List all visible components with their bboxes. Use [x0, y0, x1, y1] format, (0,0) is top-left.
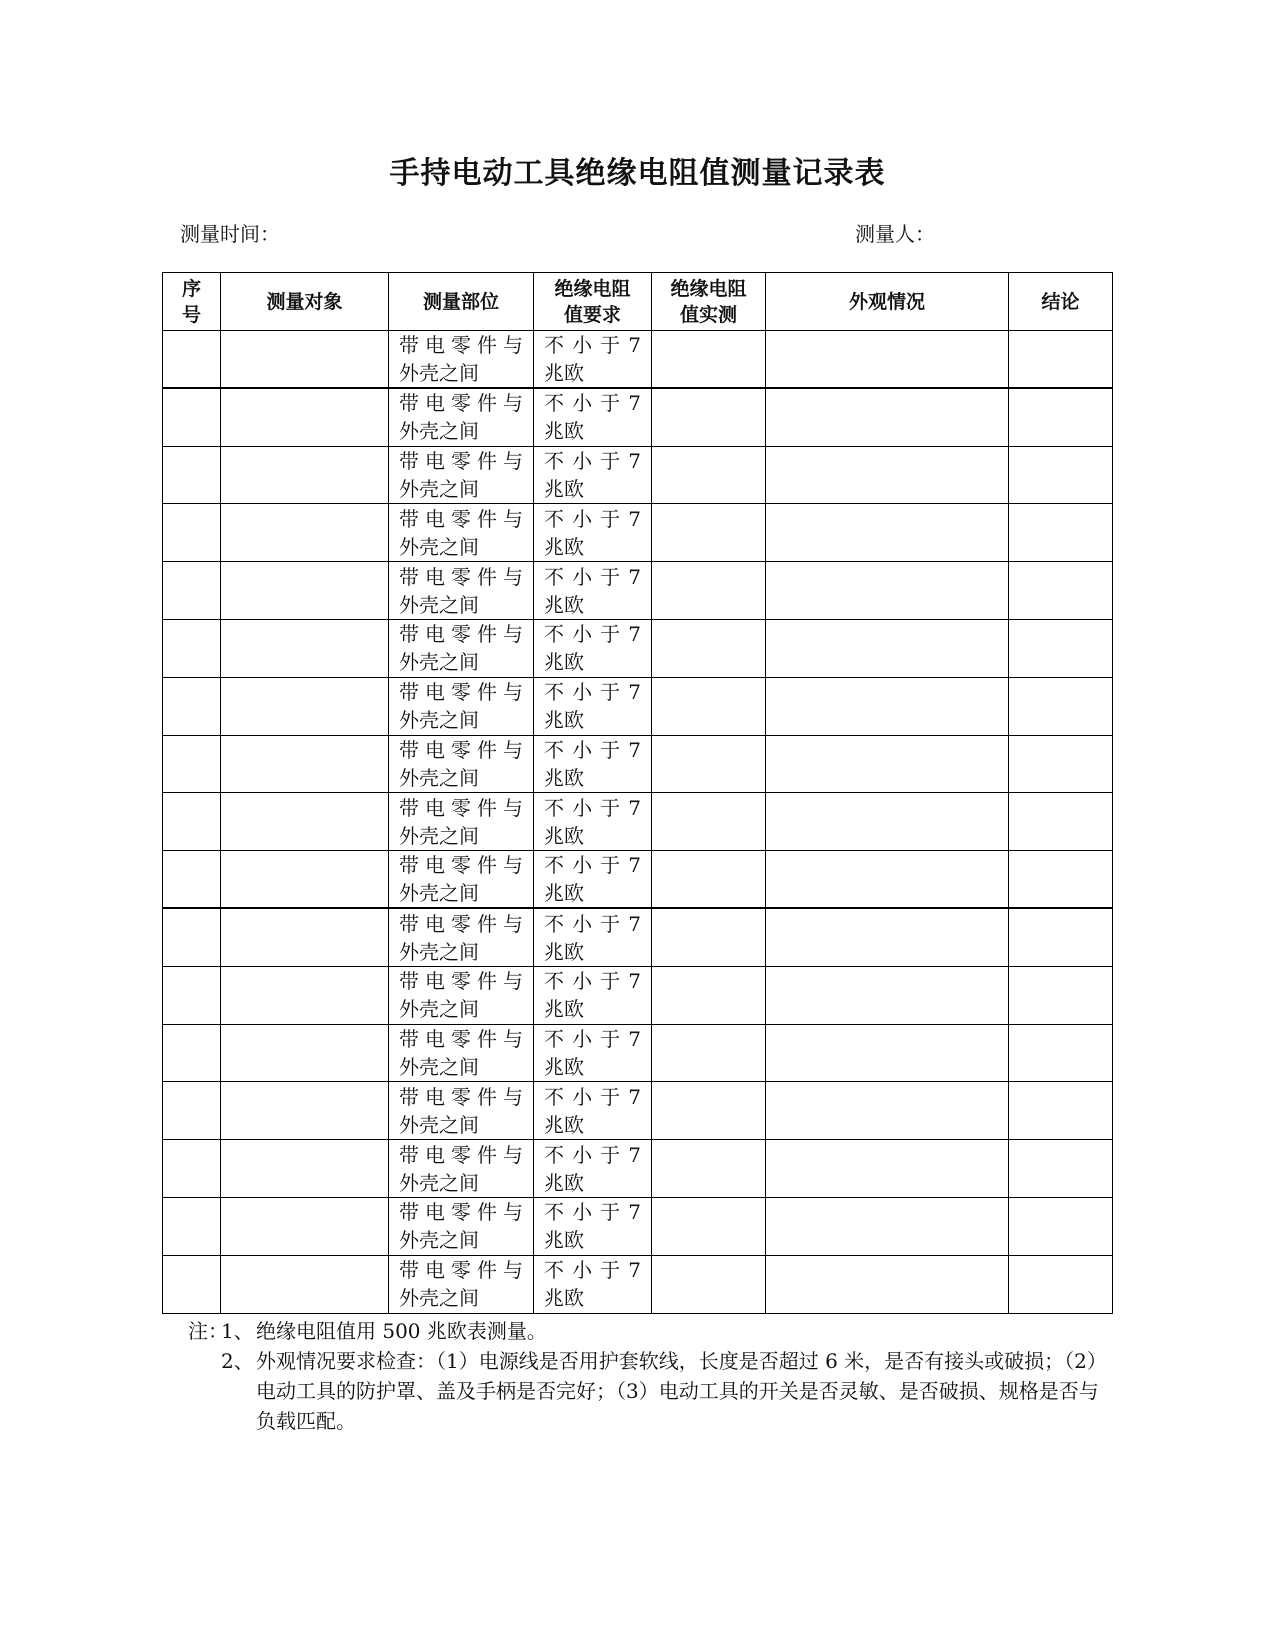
cell-object — [221, 966, 389, 1024]
cell-measured-value — [652, 504, 766, 562]
table-row — [163, 619, 1113, 677]
cell-required-value — [534, 1197, 652, 1255]
cell-seq — [163, 446, 221, 504]
cell-object — [221, 562, 389, 620]
cell-part — [389, 1140, 534, 1198]
cell-part-line1: 带电零件与 — [399, 795, 523, 820]
cell-seq — [163, 851, 221, 909]
cell-appearance — [766, 966, 1009, 1024]
cell-required-line2: 兆欧 — [544, 592, 584, 617]
cell-object — [221, 677, 389, 735]
table-row — [163, 388, 1113, 446]
cell-required-line1: 不 小 于 7 — [544, 391, 641, 416]
header-measured-value — [652, 273, 766, 331]
cell-part-line1: 带电零件与 — [399, 1026, 523, 1051]
cell-measured-value — [652, 331, 766, 389]
cell-object — [221, 1197, 389, 1255]
table-row — [163, 331, 1113, 389]
notes — [188, 1316, 1108, 1436]
cell-part-line2: 外壳之间 — [399, 881, 479, 906]
cell-part — [389, 388, 534, 446]
cell-measured-value — [652, 446, 766, 504]
table-body — [163, 331, 1113, 1314]
measure-time-label: 测量时间： — [180, 222, 280, 246]
cell-required-value — [534, 1082, 652, 1140]
note-2-text: 外观情况要求检查：（1）电源线是否用护套软线，长度是否超过 6 米，是否有接头或破损；（2）电动工具的防护罩、盖及手柄是否完好；（3）电动工具的开关是否灵敏、是否破损、规格是否与负载匹配。 — [256, 1349, 1107, 1433]
cell-part — [389, 1255, 534, 1313]
cell-part — [389, 504, 534, 562]
cell-conclusion — [1009, 1140, 1113, 1198]
cell-required-line2: 兆欧 — [544, 476, 584, 501]
cell-required-value — [534, 1255, 652, 1313]
note-2-number: 2、 — [221, 1349, 254, 1373]
header-conclusion: 结论 — [1009, 273, 1113, 331]
cell-required-line2: 兆欧 — [544, 361, 584, 386]
cell-part-line2: 外壳之间 — [399, 650, 479, 675]
cell-seq — [163, 793, 221, 851]
cell-part-line1: 带电零件与 — [399, 391, 523, 416]
cell-part — [389, 331, 534, 389]
note-1-number: 1、 — [221, 1319, 254, 1343]
cell-conclusion — [1009, 446, 1113, 504]
cell-measured-value — [652, 1255, 766, 1313]
cell-appearance — [766, 504, 1009, 562]
cell-required-value — [534, 504, 652, 562]
cell-appearance — [766, 735, 1009, 793]
cell-measured-value — [652, 966, 766, 1024]
cell-required-line2: 兆欧 — [544, 1112, 584, 1137]
cell-required-line2: 兆欧 — [544, 1286, 584, 1311]
cell-part — [389, 619, 534, 677]
cell-seq — [163, 619, 221, 677]
cell-part-line1: 带电零件与 — [399, 969, 523, 994]
cell-seq — [163, 1082, 221, 1140]
cell-appearance — [766, 1255, 1009, 1313]
cell-part-line1: 带电零件与 — [399, 506, 523, 531]
cell-seq — [163, 1024, 221, 1082]
cell-part-line2: 外壳之间 — [399, 997, 479, 1022]
cell-part — [389, 793, 534, 851]
cell-required-line1: 不 小 于 7 — [544, 853, 641, 878]
cell-object — [221, 1255, 389, 1313]
table-row — [163, 851, 1113, 909]
cell-required-line2: 兆欧 — [544, 765, 584, 790]
cell-required-value — [534, 735, 652, 793]
cell-required-line2: 兆欧 — [544, 534, 584, 559]
cell-appearance — [766, 388, 1009, 446]
cell-conclusion — [1009, 851, 1113, 909]
cell-part-line2: 外壳之间 — [399, 823, 479, 848]
cell-appearance — [766, 1197, 1009, 1255]
cell-appearance — [766, 1082, 1009, 1140]
header-appearance: 外观情况 — [766, 273, 1009, 331]
cell-seq — [163, 1140, 221, 1198]
cell-measured-value — [652, 1197, 766, 1255]
cell-required-line1: 不 小 于 7 — [544, 506, 641, 531]
cell-measured-value — [652, 908, 766, 966]
cell-conclusion — [1009, 504, 1113, 562]
cell-required-value — [534, 1140, 652, 1198]
record-table — [162, 272, 1113, 1314]
cell-appearance — [766, 1024, 1009, 1082]
cell-conclusion — [1009, 331, 1113, 389]
header-measured-line1: 绝缘电阻 — [670, 277, 747, 300]
cell-part-line2: 外壳之间 — [399, 1228, 479, 1253]
cell-required-value — [534, 331, 652, 389]
cell-object — [221, 446, 389, 504]
cell-part-line2: 外壳之间 — [399, 419, 479, 444]
cell-part-line1: 带电零件与 — [399, 680, 523, 705]
cell-object — [221, 504, 389, 562]
cell-appearance — [766, 619, 1009, 677]
cell-part — [389, 1024, 534, 1082]
cell-part-line1: 带电零件与 — [399, 333, 523, 358]
cell-required-line1: 不 小 于 7 — [544, 622, 641, 647]
cell-appearance — [766, 331, 1009, 389]
cell-measured-value — [652, 1140, 766, 1198]
cell-required-line1: 不 小 于 7 — [544, 969, 641, 994]
table-row — [163, 1140, 1113, 1198]
cell-part-line2: 外壳之间 — [399, 592, 479, 617]
cell-part — [389, 1197, 534, 1255]
cell-required-line2: 兆欧 — [544, 939, 584, 964]
cell-required-value — [534, 446, 652, 504]
cell-required-line2: 兆欧 — [544, 1228, 584, 1253]
cell-object — [221, 1082, 389, 1140]
cell-seq — [163, 562, 221, 620]
cell-part-line2: 外壳之间 — [399, 1170, 479, 1195]
cell-measured-value — [652, 851, 766, 909]
header-required-line1: 绝缘电阻 — [554, 277, 631, 300]
cell-part-line2: 外壳之间 — [399, 476, 479, 501]
cell-measured-value — [652, 677, 766, 735]
table-row — [163, 966, 1113, 1024]
cell-part-line2: 外壳之间 — [399, 708, 479, 733]
cell-seq — [163, 1255, 221, 1313]
cell-object — [221, 331, 389, 389]
table-row — [163, 562, 1113, 620]
table-row — [163, 504, 1113, 562]
cell-measured-value — [652, 388, 766, 446]
cell-required-line2: 兆欧 — [544, 881, 584, 906]
header-measured-line2: 值实测 — [679, 303, 737, 326]
cell-required-line2: 兆欧 — [544, 997, 584, 1022]
cell-required-line1: 不 小 于 7 — [544, 795, 641, 820]
measurer-label: 测量人： — [855, 222, 935, 246]
cell-object — [221, 851, 389, 909]
header-seq-line2: 号 — [181, 303, 201, 326]
cell-appearance — [766, 793, 1009, 851]
cell-object — [221, 619, 389, 677]
cell-conclusion — [1009, 966, 1113, 1024]
cell-measured-value — [652, 1024, 766, 1082]
cell-part-line1: 带电零件与 — [399, 911, 523, 936]
cell-required-line1: 不 小 于 7 — [544, 911, 641, 936]
cell-measured-value — [652, 562, 766, 620]
cell-required-value — [534, 677, 652, 735]
cell-seq — [163, 735, 221, 793]
cell-conclusion — [1009, 908, 1113, 966]
cell-conclusion — [1009, 793, 1113, 851]
cell-required-line1: 不 小 于 7 — [544, 680, 641, 705]
cell-required-line2: 兆欧 — [544, 650, 584, 675]
cell-part-line1: 带电零件与 — [399, 853, 523, 878]
page-title: 手持电动工具绝缘电阻值测量记录表 — [389, 156, 886, 191]
cell-part-line2: 外壳之间 — [399, 1054, 479, 1079]
cell-part-line1: 带电零件与 — [399, 564, 523, 589]
cell-part-line2: 外壳之间 — [399, 1286, 479, 1311]
cell-object — [221, 908, 389, 966]
header-seq — [163, 273, 221, 331]
note-1-text: 绝缘电阻值用 500 兆欧表测量。 — [256, 1319, 547, 1343]
cell-required-line1: 不 小 于 7 — [544, 1084, 641, 1109]
cell-part-line2: 外壳之间 — [399, 361, 479, 386]
cell-measured-value — [652, 735, 766, 793]
cell-part-line1: 带电零件与 — [399, 1200, 523, 1225]
cell-appearance — [766, 851, 1009, 909]
cell-required-line2: 兆欧 — [544, 1170, 584, 1195]
table-row — [163, 446, 1113, 504]
table-row — [163, 677, 1113, 735]
cell-conclusion — [1009, 1255, 1113, 1313]
cell-part — [389, 446, 534, 504]
cell-required-line2: 兆欧 — [544, 708, 584, 733]
cell-measured-value — [652, 1082, 766, 1140]
cell-part-line1: 带电零件与 — [399, 737, 523, 762]
table-row — [163, 908, 1113, 966]
cell-object — [221, 388, 389, 446]
cell-conclusion — [1009, 619, 1113, 677]
header-part: 测量部位 — [389, 273, 534, 331]
cell-part — [389, 677, 534, 735]
cell-appearance — [766, 1140, 1009, 1198]
cell-object — [221, 1140, 389, 1198]
cell-appearance — [766, 562, 1009, 620]
table-header-row — [163, 273, 1113, 331]
cell-required-line1: 不 小 于 7 — [544, 1258, 641, 1283]
cell-required-value — [534, 966, 652, 1024]
cell-conclusion — [1009, 1024, 1113, 1082]
table-row — [163, 1024, 1113, 1082]
cell-required-line1: 不 小 于 7 — [544, 1142, 641, 1167]
cell-seq — [163, 504, 221, 562]
cell-part-line1: 带电零件与 — [399, 1258, 523, 1283]
cell-required-line1: 不 小 于 7 — [544, 1026, 641, 1051]
cell-part — [389, 908, 534, 966]
cell-appearance — [766, 446, 1009, 504]
table-row — [163, 793, 1113, 851]
cell-part-line1: 带电零件与 — [399, 1142, 523, 1167]
cell-part — [389, 851, 534, 909]
cell-part-line2: 外壳之间 — [399, 1112, 479, 1137]
cell-appearance — [766, 677, 1009, 735]
cell-conclusion — [1009, 1082, 1113, 1140]
cell-conclusion — [1009, 388, 1113, 446]
cell-part — [389, 1082, 534, 1140]
header-object: 测量对象 — [221, 273, 389, 331]
cell-conclusion — [1009, 677, 1113, 735]
cell-measured-value — [652, 793, 766, 851]
cell-required-value — [534, 1024, 652, 1082]
cell-seq — [163, 677, 221, 735]
note-item-2 — [188, 1346, 1108, 1436]
cell-required-line2: 兆欧 — [544, 823, 584, 848]
cell-required-value — [534, 619, 652, 677]
note-item-1 — [188, 1316, 1108, 1346]
cell-required-line1: 不 小 于 7 — [544, 1200, 641, 1225]
cell-required-value — [534, 388, 652, 446]
table-row — [163, 1082, 1113, 1140]
header-required-value — [534, 273, 652, 331]
cell-required-value — [534, 851, 652, 909]
table-row — [163, 1255, 1113, 1313]
cell-appearance — [766, 908, 1009, 966]
cell-measured-value — [652, 619, 766, 677]
cell-part-line1: 带电零件与 — [399, 448, 523, 473]
cell-part-line1: 带电零件与 — [399, 1084, 523, 1109]
cell-object — [221, 793, 389, 851]
header-seq-line1: 序 — [181, 277, 201, 300]
cell-object — [221, 1024, 389, 1082]
cell-required-line2: 兆欧 — [544, 419, 584, 444]
cell-required-value — [534, 793, 652, 851]
cell-required-line1: 不 小 于 7 — [544, 564, 641, 589]
cell-conclusion — [1009, 735, 1113, 793]
cell-required-line1: 不 小 于 7 — [544, 333, 641, 358]
cell-seq — [163, 1197, 221, 1255]
cell-seq — [163, 331, 221, 389]
cell-required-value — [534, 562, 652, 620]
cell-part-line2: 外壳之间 — [399, 534, 479, 559]
cell-conclusion — [1009, 562, 1113, 620]
table-row — [163, 1197, 1113, 1255]
cell-seq — [163, 966, 221, 1024]
cell-part-line2: 外壳之间 — [399, 939, 479, 964]
cell-object — [221, 735, 389, 793]
table-row — [163, 735, 1113, 793]
cell-required-line1: 不 小 于 7 — [544, 448, 641, 473]
cell-part — [389, 735, 534, 793]
note-prefix: 注： — [188, 1319, 228, 1343]
cell-part-line2: 外壳之间 — [399, 765, 479, 790]
cell-part — [389, 562, 534, 620]
header-required-line2: 值要求 — [563, 303, 621, 326]
cell-part-line1: 带电零件与 — [399, 622, 523, 647]
cell-required-line2: 兆欧 — [544, 1054, 584, 1079]
cell-part — [389, 966, 534, 1024]
cell-conclusion — [1009, 1197, 1113, 1255]
cell-seq — [163, 908, 221, 966]
cell-required-value — [534, 908, 652, 966]
cell-required-line1: 不 小 于 7 — [544, 737, 641, 762]
cell-seq — [163, 388, 221, 446]
